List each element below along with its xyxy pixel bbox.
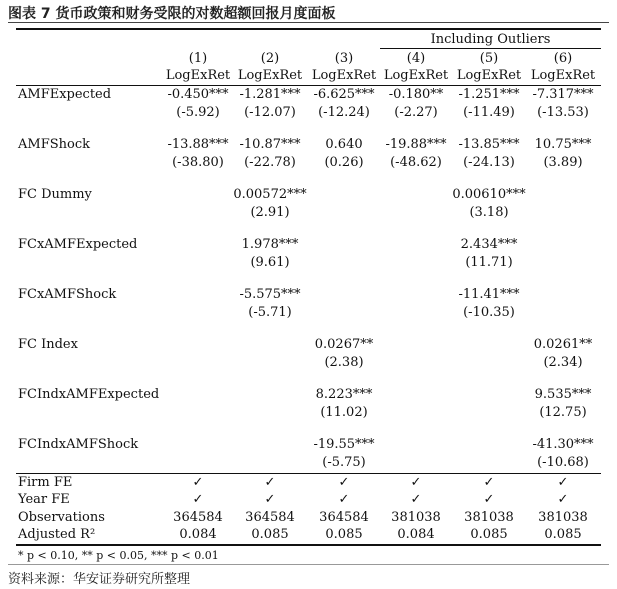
coefficient-cell: -0.450*** [167,87,229,102]
column-dependent-variable: LogExRet [530,68,596,83]
coefficient-cell: 0.00572*** [233,187,307,202]
significance-note: * p < 0.10, ** p < 0.05, *** p < 0.01 [18,549,219,562]
coefficient-cell: -7.317*** [532,87,594,102]
coefficient-cell: -11.41*** [458,287,520,302]
footer-value-cell: ✓ [410,492,422,507]
coefficient-cell: 0.0261** [533,337,593,352]
footer-value-cell: 0.085 [470,527,508,542]
coefficient-cell: 0.00610*** [452,187,526,202]
column-number: (1) [188,51,208,66]
coefficient-cell: -13.85*** [458,137,520,152]
footer-value-cell: 0.085 [325,527,363,542]
footer-value-cell: ✓ [192,475,204,490]
t-stat-cell: (-11.49) [463,105,515,120]
t-stat-cell: (-5.75) [322,455,366,470]
coefficient-cell: -1.281*** [239,87,301,102]
footer-value-cell: 364584 [319,510,369,525]
header-bottom-rule [16,85,601,86]
t-stat-cell: (-24.13) [463,155,515,170]
title-divider [8,22,609,23]
coefficient-cell: -19.88*** [385,137,447,152]
t-stat-cell: (11.71) [465,255,513,270]
coefficient-cell: 1.978*** [241,237,299,252]
footer-value-cell: ✓ [338,475,350,490]
t-stat-cell: (-48.62) [390,155,442,170]
t-stat-cell: (9.61) [250,255,290,270]
coefficient-cell: -0.180** [388,87,444,102]
coefficient-cell: 0.0267** [314,337,374,352]
footer-value-cell: ✓ [557,475,569,490]
column-number: (4) [406,51,426,66]
group-underline [380,48,601,49]
footer-value-cell: 0.084 [179,527,217,542]
t-stat-cell: (-2.27) [394,105,438,120]
footer-value-cell: ✓ [483,475,495,490]
row-label: FCIndxAMFExpected [18,387,160,402]
t-stat-cell: (-13.53) [537,105,589,120]
t-stat-cell: (12.75) [539,405,587,420]
footer-value-cell: ✓ [410,475,422,490]
table-bottom-rule [16,544,601,546]
figure-title: 图表 7 货币政策和财务受限的对数超额回报月度面板 [8,6,336,22]
footer-value-cell: 381038 [391,510,441,525]
footer-row-label: Firm FE [18,475,73,490]
footer-value-cell: 381038 [464,510,514,525]
group-header-outliers: Including Outliers [430,32,551,47]
coefficient-cell: -5.575*** [239,287,301,302]
column-dependent-variable: LogExRet [165,68,231,83]
t-stat-cell: (3.89) [543,155,583,170]
footer-row-label: Adjusted R² [18,527,96,542]
footer-value-cell: ✓ [557,492,569,507]
source-divider [8,564,609,565]
column-number: (3) [334,51,354,66]
coefficient-cell: 10.75*** [534,137,592,152]
t-stat-cell: (-5.92) [176,105,220,120]
t-stat-cell: (3.18) [469,205,509,220]
coefficient-cell: -1.251*** [458,87,520,102]
row-label: FCxAMFShock [18,287,117,302]
table-top-rule [16,28,601,30]
footer-value-cell: ✓ [338,492,350,507]
footer-value-cell: 364584 [245,510,295,525]
coefficient-cell: 0.640 [325,137,363,152]
coefficient-cell: -6.625*** [313,87,375,102]
t-stat-cell: (2.38) [324,355,364,370]
source-note: 资料来源：华安证券研究所整理 [8,572,191,587]
t-stat-cell: (2.34) [543,355,583,370]
footer-value-cell: ✓ [192,492,204,507]
coefficient-cell: -41.30*** [532,437,594,452]
t-stat-cell: (0.26) [324,155,364,170]
footer-value-cell: ✓ [483,492,495,507]
t-stat-cell: (-10.68) [537,455,589,470]
fixed-effects-rule [16,473,601,474]
footer-row-label: Observations [18,510,105,525]
footer-value-cell: 0.084 [397,527,435,542]
footer-value-cell: 381038 [538,510,588,525]
footer-value-cell: 0.085 [544,527,582,542]
column-dependent-variable: LogExRet [383,68,449,83]
footer-value-cell: ✓ [264,475,276,490]
t-stat-cell: (-10.35) [463,305,515,320]
row-label: FCIndxAMFShock [18,437,139,452]
row-label: FCxAMFExpected [18,237,138,252]
coefficient-cell: 8.223*** [315,387,373,402]
t-stat-cell: (11.02) [320,405,368,420]
coefficient-cell: -10.87*** [239,137,301,152]
t-stat-cell: (-12.24) [318,105,370,120]
column-dependent-variable: LogExRet [456,68,522,83]
column-dependent-variable: LogExRet [237,68,303,83]
column-number: (2) [260,51,280,66]
row-label: FC Index [18,337,78,352]
coefficient-cell: -19.55*** [313,437,375,452]
t-stat-cell: (2.91) [250,205,290,220]
t-stat-cell: (-5.71) [248,305,292,320]
t-stat-cell: (-12.07) [244,105,296,120]
t-stat-cell: (-22.78) [244,155,296,170]
footer-row-label: Year FE [18,492,70,507]
t-stat-cell: (-38.80) [172,155,224,170]
row-label: AMFExpected [18,87,112,102]
column-dependent-variable: LogExRet [311,68,377,83]
coefficient-cell: 2.434*** [460,237,518,252]
footer-value-cell: 0.085 [251,527,289,542]
column-number: (6) [553,51,573,66]
footer-value-cell: 364584 [173,510,223,525]
row-label: AMFShock [18,137,90,152]
column-number: (5) [479,51,499,66]
coefficient-cell: -13.88*** [167,137,229,152]
row-label: FC Dummy [18,187,92,202]
coefficient-cell: 9.535*** [534,387,592,402]
footer-value-cell: ✓ [264,492,276,507]
